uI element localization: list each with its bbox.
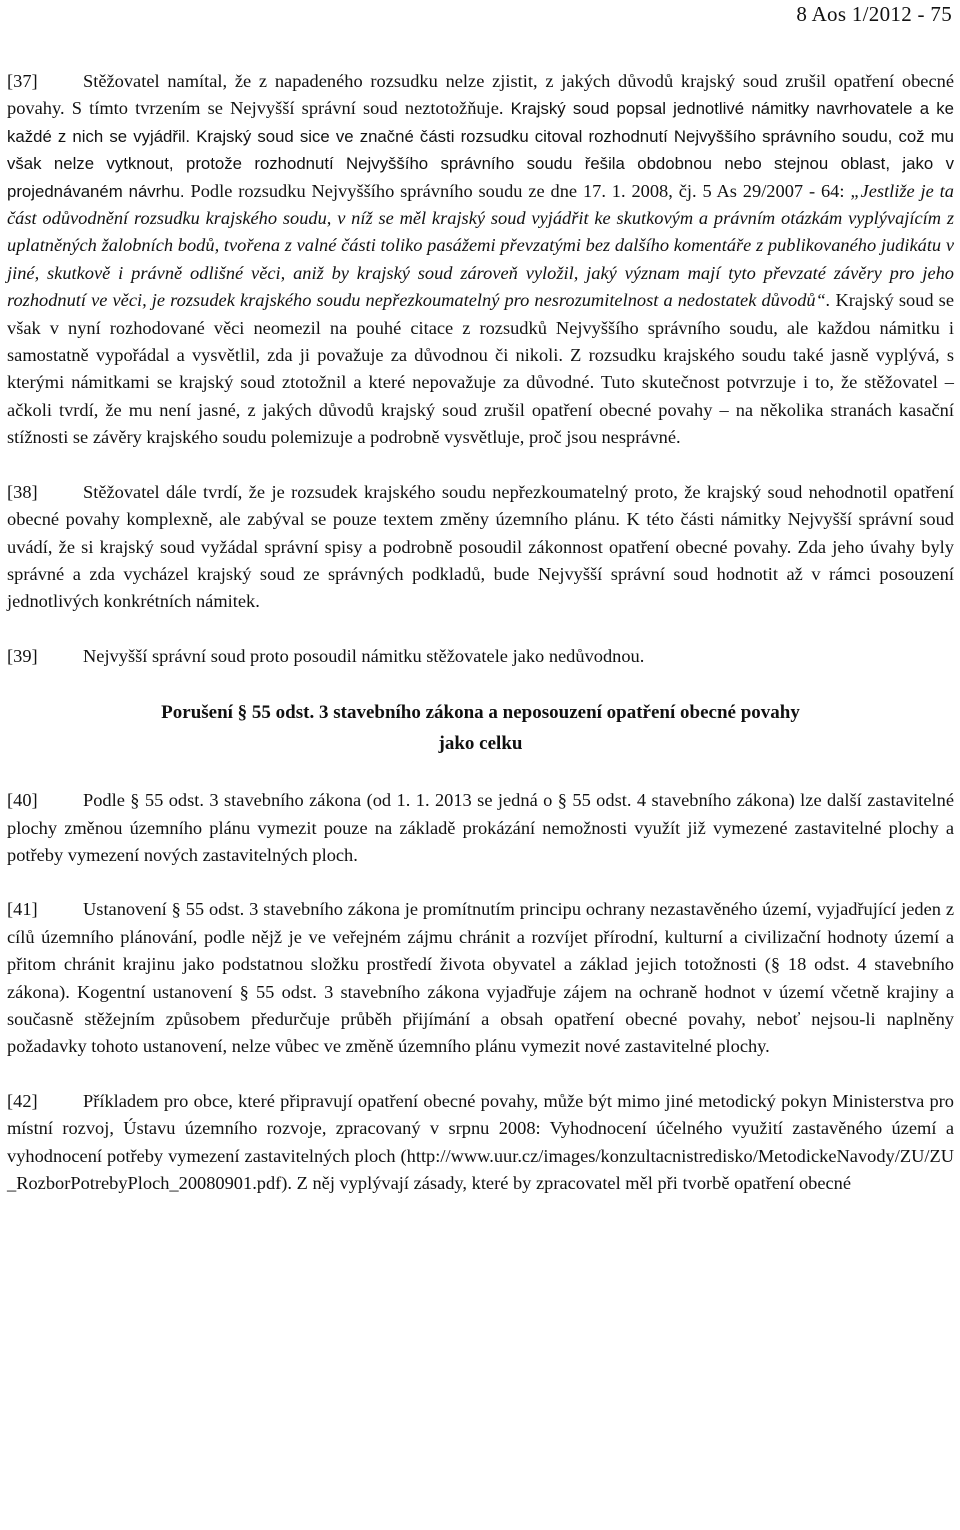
citation-quote: „Jestliže je ta část odůvodnění rozsudku krajského soudu, v níž se měl krajský soud vyjádřit ke skutkovým a právním otázkám vyplývajícím z uplatněných žalobních bodů, tvořena z valné části toliko pasážemi převzatými bez dalšího komentáře z publikovaného judikátu v jiné, skutkově i právně odlišné věci, aniž by krajský soud zároveň vyložil, jaký význam mají tyto převzaté závěry pro jeho rozhodnutí ve věci, je rozsudek krajského soudu nepřezkoumatelný pro nesrozumitelnost a nedostatek důvodů“. [7,180,954,311]
paragraph-text: Z něj vyplývají zásady, které by zpracovatel měl při tvorbě opatření obecné [292,1173,852,1193]
paragraph-40 [7,787,954,869]
paragraph-text: Nejvyšší správní soud proto posoudil námitku stěžovatele jako nedůvodnou. [83,645,645,666]
paragraph-text: Příkladem pro obce, které připravují opatření obecné povahy, může být mimo jiné metodický pokyn Ministerstva pro místní rozvoj, Ústavu územního rozvoje, zpracovaný v srpnu 2008: Vyhodnocení účelného využití zastavěného území a vyhodnocení potřeby vymezení zastavitelných ploch [7,1090,954,1166]
paragraph-number: [39] [7,645,38,666]
document-body [7,68,954,1197]
paragraph-text: Podle § 55 odst. 3 stavebního zákona (od 1. 1. 2013 se jedná o § 55 odst. 4 stavebního zákona) lze další zastavitelné plochy změnou územního plánu vymezit pouze na základě prokázání nemožnosti využít již vymezené zastavitelné plochy a potřeby vymezení nových zastavitelných ploch. [7,790,954,865]
paragraph-39 [7,643,954,670]
reference-url: (http://www.uur.cz/images/konzultacnistredisko/MetodickeNavody/ZU/ZU_RozborPotrebyPloch_20080901.pdf). [7,1145,954,1193]
paragraph-42 [7,1088,954,1198]
paragraph-37 [7,68,954,452]
paragraph-text-sans: Krajský soud popsal jednotlivé námitky navrhovatele a ke každé z nich se vyjádřil. Krajský soud sice ve značné části rozsudku citoval rozhodnutí Nejvyššího správního soudu, což mu však nelze vytknout, protože rozhodnutí Nejvyššího správního soudu řešila obdobnou nebo stejnou oblast, jako v projednávaném návrhu. [7,99,954,201]
paragraph-number: [37] [7,71,38,91]
page-reference: 8 Aos 1/2012 - 75 [796,2,952,26]
paragraph-number: [42] [7,1090,38,1111]
paragraph-text: Stěžovatel dále tvrdí, že je rozsudek krajského soudu nepřezkoumatelný proto, že krajský soud nehodnotil opatření obecné povahy komplexně, ale zabýval se pouze textem změny územního plánu. K této části námitky Nejvyšší správní soud uvádí, že si krajský soud vyžádal správní spisy a podrobně posoudil zákonnost opatření obecné povahy. Zda jeho úvahy byly správné a zda vycházel krajský soud ze správných podkladů, bude Nejvyšší správní soud hodnotit až v rámci posouzení jednotlivých konkrétních námitek. [7,481,954,612]
paragraph-text: Stěžovatel namítal, že z napadeného rozsudku nelze zjistit, z jakých důvodů krajský soud zrušil opatření obecné povahy. S tímto tvrzením se Nejvyšší správní soud neztotožňuje. [7,71,954,119]
paragraph-text: Krajský soud se však v nyní rozhodované věci neomezil na pouhé citace z rozsudků Nejvyššího správního soudu, ale každou námitku i samostatně vypořádal a vysvětlil, zda ji považuje za důvodnou či nikoli. Z rozsudku krajského soudu také jasně vyplývá, s kterými námitkami se krajský soud ztotožnil a které nepovažuje za důvodné. Tuto skutečnost potvrzuje i to, že stěžovatel – ačkoli tvrdí, že mu není jasné, z jakých důvodů krajský soud zrušil opatření obecné povahy – na několika stranách kasační stížnosti se závěry krajského soudu polemizuje a podrobně vysvětluje, proč jsou nesprávné. [7,290,954,448]
paragraph-number: [41] [7,899,38,920]
paragraph-number: [38] [7,481,38,502]
section-heading [7,697,954,759]
section-heading-line: jako celku [438,733,523,755]
paragraph-number: [40] [7,790,38,811]
paragraph-text: Ustanovení § 55 odst. 3 stavebního zákona je promítnutím principu ochrany nezastavěného území, vyjadřující jeden z cílů územního plánování, podle nějž je ve veřejném zájmu chránit a rozvíjet přírodní, kulturní a civilizační hodnoty území a přitom chránit krajinu jako podstatnou složku prostředí života obyvatel a základ jejich totožnosti (§ 18 odst. 4 stavebního zákona). Kogentní ustanovení § 55 odst. 3 stavebního zákona vyjadřuje zájem na ochraně hodnot v území včetně krajiny a současně stěžejním způsobem předurčuje průběh přijímání a obsah opatření obecné povahy, neboť nejsou-li naplněny požadavky tohoto ustanovení, nelze vůbec ve změně územního plánu vymezit nové zastavitelné plochy. [7,899,954,1057]
paragraph-41 [7,896,954,1060]
paragraph-text: Podle rozsudku Nejvyššího správního soudu ze dne 17. 1. 2008, čj. 5 As 29/2007 - 64: [184,180,851,201]
section-heading-line: Porušení § 55 odst. 3 stavebního zákona a neposouzení opatření obecné povahy [161,702,800,724]
paragraph-38 [7,479,954,616]
